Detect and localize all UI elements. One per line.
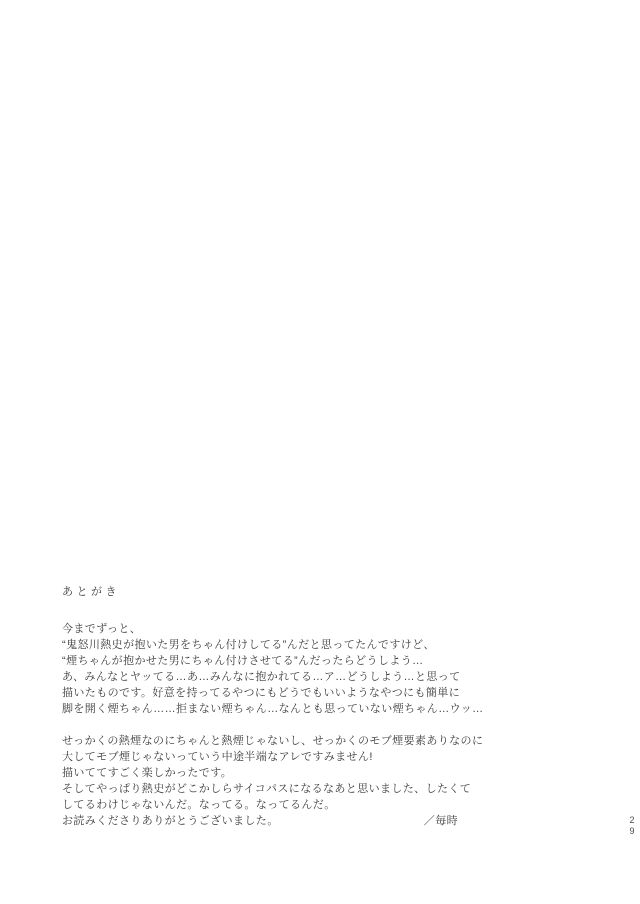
afterword-heading: あとがき — [62, 586, 120, 598]
paragraph1-line: “鬼怒川熱史が抱いた男をちゃん付けしてる”んだと思ってたんですけど、 — [62, 639, 435, 651]
paragraph1-line: 脚を開く煙ちゃん……拒まない煙ちゃん…なんとも思っていない煙ちゃん…ウッ… — [62, 703, 484, 715]
closing-row — [62, 813, 458, 829]
author-signature: ／毎時 — [423, 815, 458, 827]
paragraph1-line: 今までずっと、 — [62, 623, 142, 635]
paragraph1-line: あ、みんなとヤッてる…あ…みんなに抱かれてる…ア…どうしよう…と思って — [62, 671, 461, 683]
paragraph2-line: せっかくの熱煙なのにちゃんと熱煙じゃないし、せっかくのモブ煙要素ありなのに — [62, 735, 484, 747]
paragraph1-line: 描いたものです。好意を持ってるやつにもどうでもいいようなやつにも簡単に — [62, 687, 461, 699]
paragraph2-line: してるわけじゃないんだ。なってる。なってるんだ。 — [62, 799, 336, 811]
closing-thanks-text: お読みくださりありがとうございました。 — [62, 815, 279, 827]
paragraph2-line: そしてやっぱり熱史がどこかしらサイコパスになるなあと思いました、したくて — [62, 783, 472, 795]
afterword-paragraph-1 — [62, 621, 592, 717]
paragraph2-line: 描いててすごく楽しかったです。 — [62, 767, 233, 779]
afterword-text-block — [62, 584, 592, 829]
paragraph2-line: 大してモブ煙じゃないっていう中途半端なアレですみません! — [62, 751, 373, 763]
afterword-paragraph-2 — [62, 733, 592, 829]
paragraph1-line: “煙ちゃんが抱かせた男にちゃん付けさせてる”んだったらどうしよう… — [62, 655, 424, 667]
page-number: 29 — [627, 815, 637, 837]
